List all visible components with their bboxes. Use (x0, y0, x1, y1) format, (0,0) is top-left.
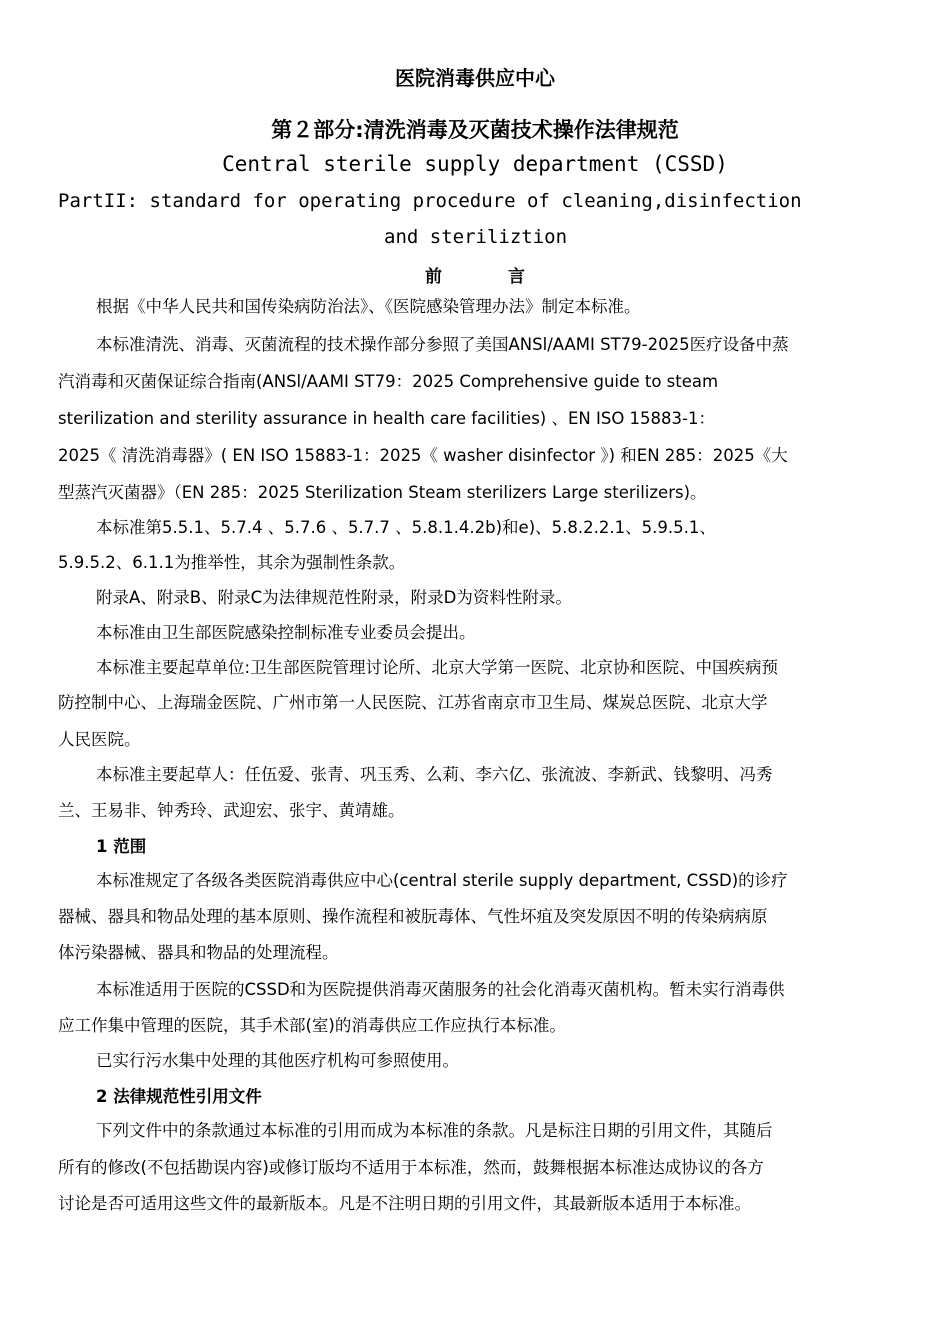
section-heading-scope: 1 范围 (96, 837, 147, 856)
english-subtitle-line-1: PartII: standard for operating procedure of cleaning,disinfection (58, 190, 802, 212)
paragraph-line: 汽消毒和灭菌保证综合指南(ANSl/AAMI ST79：2025 Comprehensive guide to steam (58, 372, 719, 391)
paragraph-line: 本标准清洗、消毒、灭菌流程的技术操作部分参照了美国ANSl/AAMI ST79-2025医疗设备中蒸 (96, 335, 789, 354)
english-title: Central sterile supply department (CSSD) (222, 152, 728, 176)
paragraph-line: 本标准由卫生部医院感染控制标准专业委员会提出。 (96, 623, 476, 642)
paragraph-line: 体污染器械、器具和物品的处理流程。 (58, 943, 339, 962)
paragraph-line: 本标准规定了各级各类医院消毒供应中心(central sterile supply department, CSSD)的诊疗 (96, 871, 788, 890)
foreword-heading: 前 言 (425, 267, 555, 287)
paragraph-line: 下列文件中的条款通过本标准的引用而成为本标准的条款。凡是标注日期的引用文件，其随后 (96, 1121, 773, 1140)
paragraph-line: 应工作集中管理的医院，其手术部(室)的消毒供应工作应执行本标准。 (58, 1016, 566, 1035)
paragraph-line: 器械、器具和物品处理的基本原则、操作流程和被朊毒体、气性坏疽及突发原因不明的传染病病原 (58, 907, 768, 926)
paragraph-line: 本标准主要起草单位:卫生部医院管理讨论所、北京大学第一医院、北京协和医院、中国疾病预 (96, 658, 779, 677)
paragraph-line: 所有的修改(不包括勘误内容)或修订版均不适用于本标准，然而，鼓舞根据本标准达成协议的各方 (58, 1158, 764, 1177)
paragraph-line: 型蒸汽灭菌器》（EN 285：2025 Sterilization Steam sterilizers Large sterilizers)。 (58, 483, 707, 502)
paragraph-line: 已实行污水集中处理的其他医疗机构可参照使用。 (96, 1051, 459, 1070)
paragraph-line: 讨论是否可适用这些文件的最新版本。凡是不注明日期的引用文件，其最新版本适用于本标准。 (58, 1194, 751, 1213)
document-title: 医院消毒供应中心 (395, 66, 555, 90)
paragraph-line: 5.9.5.2、6.1.1为推举性，其余为强制性条款。 (58, 553, 406, 572)
paragraph-line: 防控制中心、上海瑞金医院、广州市第一人民医院、江苏省南京市卫生局、煤炭总医院、北京大学 (58, 693, 768, 712)
paragraph-line: 2025《 清洗消毒器》( EN ISO 15883-1：2025《 washer disinfector 》) 和EN 285：2025《大 (58, 446, 788, 465)
section-heading-references: 2 法律规范性引用文件 (96, 1087, 262, 1106)
paragraph-line: 本标准第5.5.1、5.7.4 、5.7.6 、5.7.7 、5.8.1.4.2b)和e)、5.8.2.2.1、5.9.5.1、 (96, 518, 716, 537)
document-subtitle: 第２部分:清洗消毒及灭菌技术操作法律规范 (271, 118, 679, 142)
paragraph-line: sterilization and sterility assurance in health care facilities) 、EN ISO 15883-1： (58, 409, 715, 428)
paragraph-line: 本标准主要起草人：任伍爱、张青、巩玉秀、么莉、李六亿、张流波、李新武、钱黎明、冯秀 (96, 765, 773, 784)
paragraph-line: 根据《中华人民共和国传染病防治法》、《医院感染管理办法》制定本标准。 (96, 297, 641, 316)
paragraph-line: 兰、王易非、钟秀玲、武迎宏、张宇、黄靖雄。 (58, 801, 405, 820)
paragraph-line: 本标准适用于医院的CSSD和为医院提供消毒灭菌服务的社会化消毒灭菌机构。暂未实行消毒供 (96, 980, 785, 999)
english-subtitle-line-2: and steriliztion (384, 226, 568, 248)
paragraph-line: 附录A、附录B、附录C为法律规范性附录，附录D为资料性附录。 (96, 588, 572, 607)
paragraph-line: 人民医院。 (58, 730, 141, 749)
